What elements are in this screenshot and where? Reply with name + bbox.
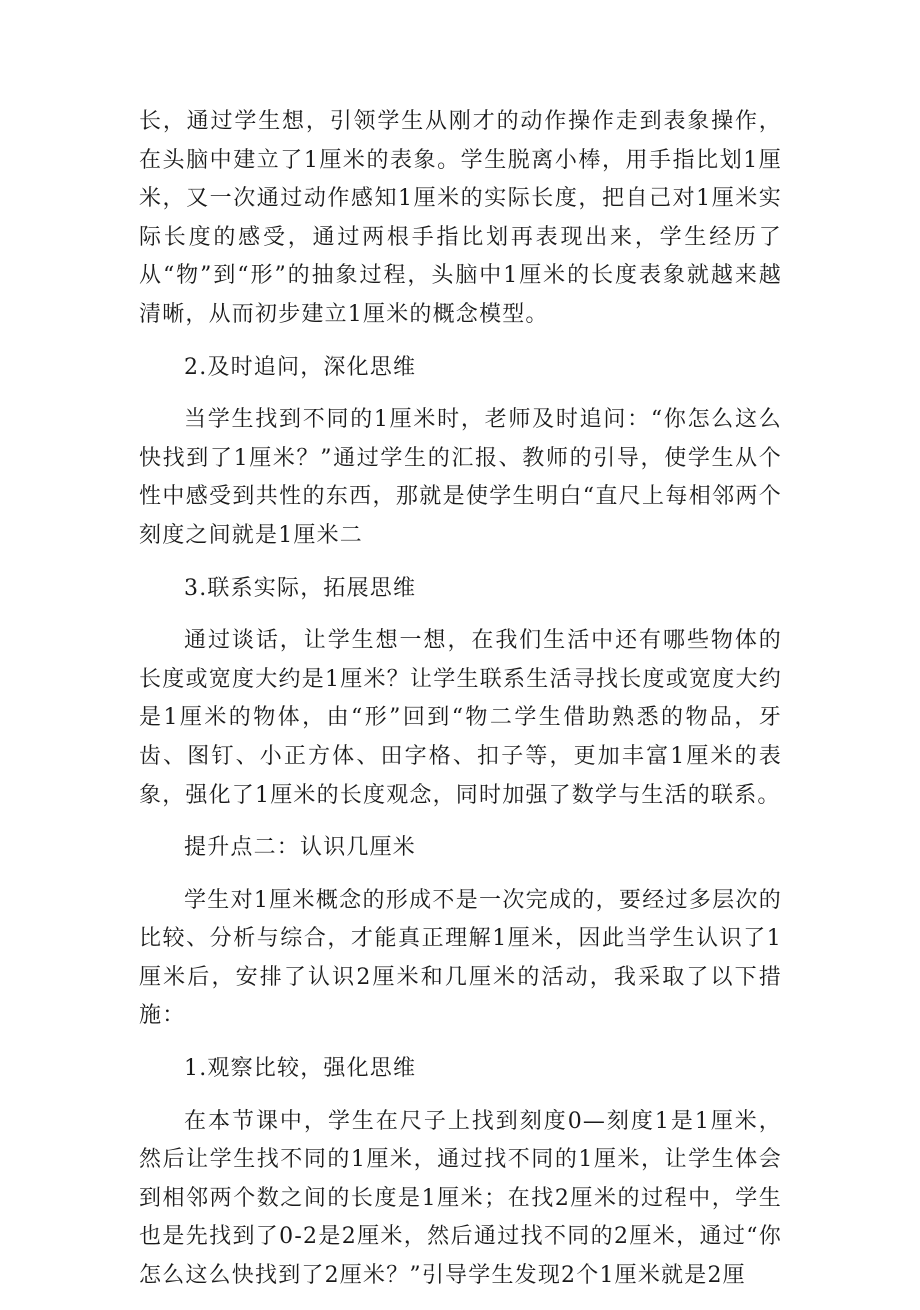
paragraph-5: 在本节课中，学生在尺子上找到刻度0—刻度1是1厘米，然后让学生找不同的1厘米，通过找不同的1厘米，让学生体会到相邻两个数之间的长度是1厘米；在找2厘米的过程中，学生也是先找到了0-2是2厘米，然后通过找不同的2厘米，通过“你怎么这么快找到了2厘米？”引导学生发现2个1厘米就是2厘 bbox=[139, 1108, 782, 1289]
section-heading-point-two: 提升点二：认识几厘米 bbox=[184, 835, 417, 861]
section-heading-2: 2.及时追问，深化思维 bbox=[184, 354, 417, 380]
paragraph-2: 当学生找到不同的1厘米时，老师及时追问：“你怎么这么快找到了1厘米？”通过学生的汇报、教师的引导，使学生从个性中感受到共性的东西，那就是使学生明白“直尺上每相邻两个刻度之间就是1厘米二 bbox=[139, 407, 782, 548]
paragraph-3: 通过谈话，让学生想一想，在我们生活中还有哪些物体的长度或宽度大约是1厘米？让学生联系生活寻找长度或宽度大约是1厘米的物体，由“形”回到“物二学生借助熟悉的物品，牙齿、图钉、小正方体、田字格、扣子等，更加丰富1厘米的表象，强化了1厘米的长度观念，同时加强了数学与生活的联系。 bbox=[139, 628, 782, 808]
paragraph-4: 学生对1厘米概念的形成不是一次完成的，要经过多层次的比较、分析与综合，才能真正理解1厘米，因此当学生认识了1厘米后，安排了认识2厘米和几厘米的活动，我采取了以下措施： bbox=[139, 887, 782, 1029]
section-heading-1: 1.观察比较，强化思维 bbox=[184, 1056, 417, 1082]
section-heading-3: 3.联系实际，拓展思维 bbox=[184, 575, 417, 601]
paragraph-1: 长，通过学生想，引领学生从刚才的动作操作走到表象操作，在头脑中建立了1厘米的表象。学生脱离小棒，用手指比划1厘米，又一次通过动作感知1厘米的实际长度，把自己对1厘米实际长度的感受，通过两根手指比划再表现出来，学生经历了从“物”到“形”的抽象过程，头脑中1厘米的长度表象就越来越清晰，从而初步建立1厘米的概念模型。 bbox=[139, 109, 782, 327]
document-body bbox=[139, 103, 782, 1310]
